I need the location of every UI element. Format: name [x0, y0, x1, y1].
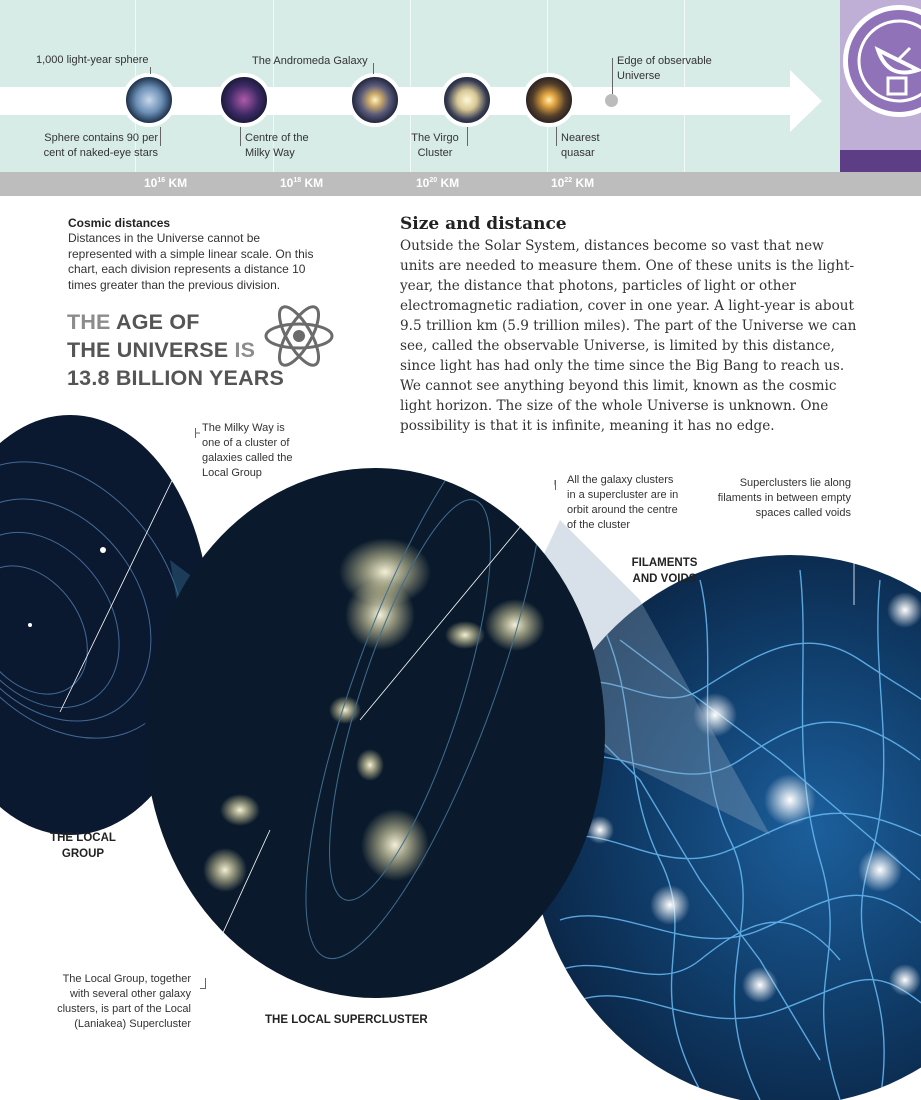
leader-line [200, 988, 206, 989]
cosmic-distances-body: Distances in the Universe cannot be represented with a simple linear scale. On this chart, each division represents a distance 10 times greater than the previous division. [68, 231, 314, 292]
label-sphere: 1,000 light-year sphere [36, 54, 149, 66]
label-virgo: The Virgo Cluster [411, 132, 459, 159]
age-is: IS [228, 338, 256, 362]
label-sphere-stars: Sphere contains 90 per cent of naked-eye stars [43, 132, 158, 159]
size-distance-title: Size and distance [400, 214, 567, 234]
edge-marker-icon [605, 94, 618, 107]
caption-local-group: THE LOCAL GROUP [50, 832, 116, 860]
scale-tick-1e16: $10^{16}$ KM [144, 176, 188, 190]
andromeda-node-icon [348, 73, 402, 127]
leader-line [205, 978, 206, 988]
leader-line [556, 127, 557, 146]
annotation-local-group-part: The Local Group, together with several other galaxy clusters, is part of the Local (Laniakea) Supercluster [57, 973, 191, 1030]
annotation-superclusters-filaments: Superclusters lie along filaments in between empty spaces called voids [717, 477, 851, 519]
leader-line [373, 63, 374, 74]
scale-tick-1e22: $10^{22}$ KM [551, 176, 595, 190]
age-line2: THE UNIVERSE [67, 338, 229, 362]
scale-tick-1e18: $10^{18}$ KM [280, 176, 324, 190]
leader-line [555, 480, 556, 490]
label-milky-way: Centre of the Milky Way [245, 132, 309, 159]
leader-line [195, 428, 196, 438]
size-distance-body: Outside the Solar System, distances become so vast that new units are needed to measure them. One of these units is the light-year, the distance that photons, particles of light or other electromagnetic radiation, cover in one year. A light-year is about 9.5 trillion km (5.9 trillion miles). The part of the Universe we can see, called the observable Universe, is limited by this distance, since light has had only the time since the Big Bang to reach us. We cannot see anything beyond this limit, known as the cosmic light horizon. The size of the whole Universe is unknown. One possibility is that it is infinite, meaning it has no edge. [400, 238, 857, 434]
atom-icon [262, 303, 336, 369]
annotation-milky-way-group: The Milky Way is one of a cluster of galaxies called the Local Group [202, 422, 293, 479]
label-edge: Edge of observable Universe [617, 55, 712, 82]
label-andromeda: The Andromeda Galaxy [252, 55, 368, 67]
scale-tick-1e20: $10^{20}$ KM [416, 176, 460, 190]
caption-local-supercluster: THE LOCAL SUPERCLUSTER [265, 1014, 428, 1026]
leader-line [467, 127, 468, 146]
leader-line [150, 67, 151, 74]
label-quasar: Nearest quasar [561, 132, 600, 159]
age-line1: AGE OF [110, 310, 200, 334]
leader-line [160, 127, 161, 146]
age-the: THE [67, 310, 111, 334]
scale-bar [0, 172, 921, 196]
leader-line [612, 58, 613, 94]
telescope-panel-base [840, 150, 921, 172]
sphere-node-icon [122, 73, 176, 127]
annotation-clusters-orbit: All the galaxy clusters in a supercluster are in orbit around the centre of the cluster [567, 474, 679, 531]
virgo-node-icon [440, 73, 494, 127]
milky-way-node-icon [217, 73, 271, 127]
radio-telescope-icon [843, 5, 921, 117]
caption-filaments: FILAMENTS AND VOIDS [631, 557, 698, 585]
age-line3: 13.8 BILLION YEARS [67, 366, 285, 390]
leader-line [240, 127, 241, 146]
cosmic-distances-title: Cosmic distances [68, 216, 171, 230]
band-divider [684, 0, 685, 172]
quasar-node-icon [522, 73, 576, 127]
